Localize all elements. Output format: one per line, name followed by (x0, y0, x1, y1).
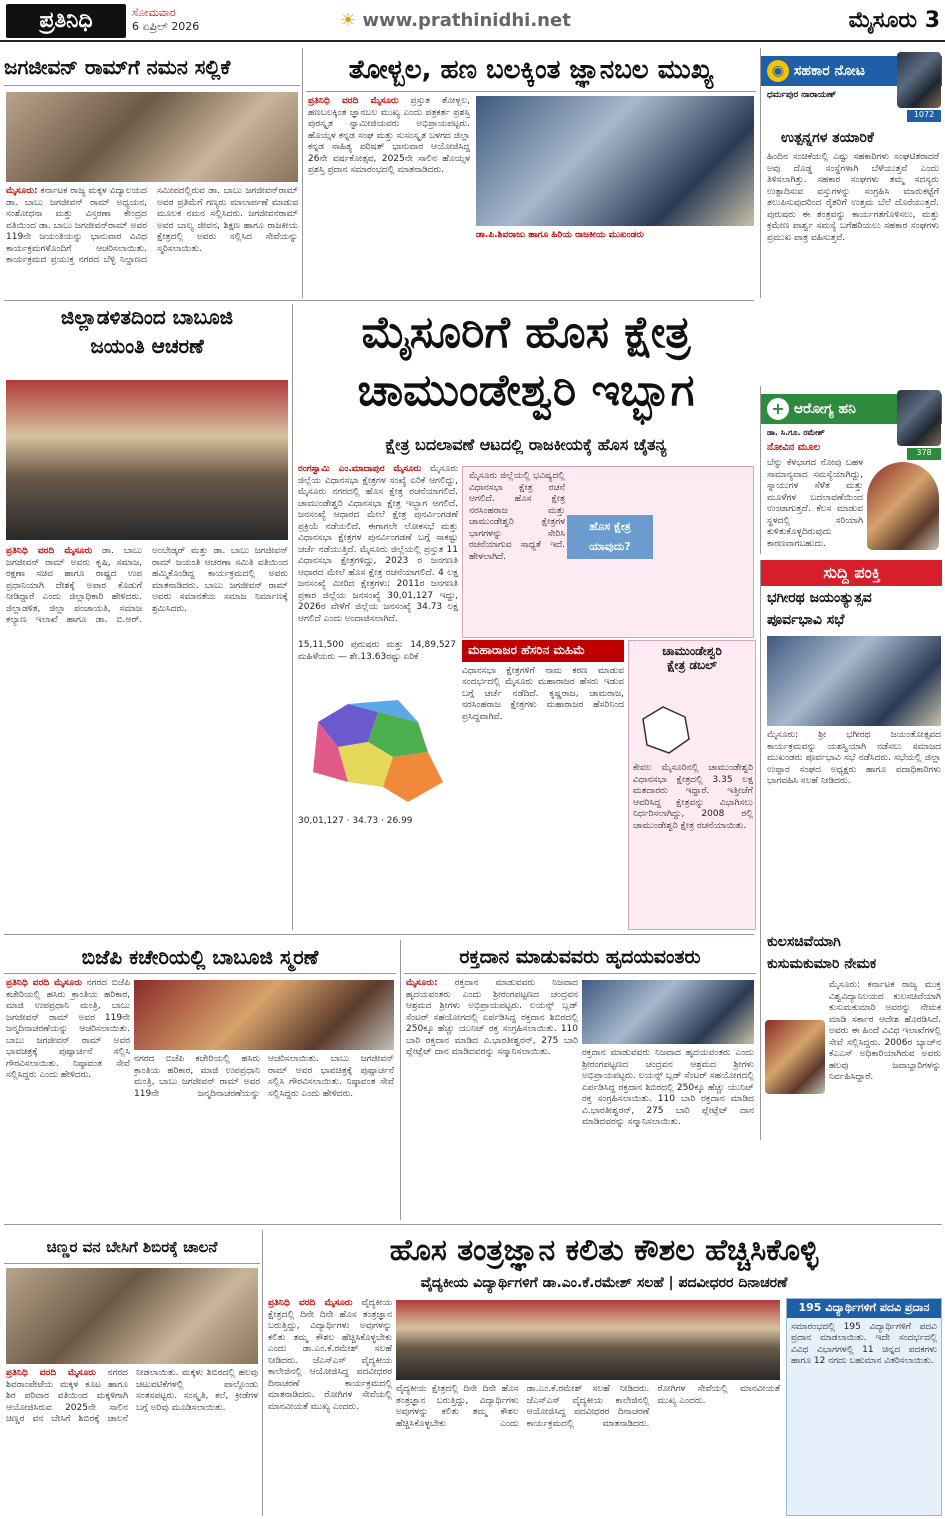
edition-city (810, 4, 940, 38)
website-url[interactable] (340, 8, 620, 34)
arogya-column (760, 386, 942, 554)
lead-headline-line1: ಮೈಸೂರಿಗೆ ಹೊಸ ಕ್ಷೇತ್ರ (361, 307, 691, 358)
story7-box (786, 1298, 942, 1516)
sahakara-author: ಧರ್ಮಪುರ ನಾರಾಯಣ್ (767, 90, 837, 100)
suddi-header: ಸುದ್ದಿ ಪಂಕ್ತಿ (761, 560, 942, 586)
issue-full-date: 6 ಏಪ್ರಿಲ್ 2026 (132, 20, 200, 33)
story2-headline: ತೋಳ್ಬಲ, ಹಣ ಬಲಕ್ಕಿಂತ ಜ್ಞಾನಬಲ ಮುಖ್ಯ (348, 55, 714, 85)
story1-headline: ಜಗಜೀವನ್ ರಾಮ್‌ಗೆ ನಮನ ಸಲ್ಲಿಕೆ (4, 55, 231, 79)
story3-body (6, 546, 288, 926)
story5-headline: ರಕ್ತದಾನ ಮಾಡುವವರು ಹೃದಯವಂತರು (459, 946, 701, 968)
sahakara-column (760, 48, 942, 298)
suddi-photo1 (767, 636, 941, 726)
story3-headline-line2: ಜಯಂತಿ ಆಚರಣೆ (90, 334, 204, 358)
maharaja-box (462, 640, 624, 930)
double-title (629, 641, 755, 677)
story2-headline-box (306, 48, 756, 92)
story1-body (6, 186, 298, 296)
eye-icon: ◉ (767, 60, 789, 82)
suddi-h4: ಕುಸುಮಕುಮಾರಿ ನೇಮಕ (767, 956, 877, 972)
story2-caption: ಡಾ.ಪಿ.ಶಿವರಾಜು ಹಾಗೂ ಹಿರಿಯ ರಾಜಕೀಯ ಮುಖಂಡರು (476, 230, 644, 240)
story5-body2: ರಕ್ತದಾನ ಮಾಡುವವರು ನಿಜವಾದ ಹೃದಯವಂತರು ಎಂದು ಶ್ರೀರಂಗಪಟ್ಟಣದ ಚಂದ್ರವನ ಆಶ್ರಮದ ಶ್ರೀಗಳು ಅಭಿಪ್ರಾಯಪಟ್ಟರು. ಲಯನ್ಸ್ ಬ್ಲಡ್ ಸೆಂಟರ್ ಸಹಯೋಗದಲ್ಲಿ ಏರ್ಪಡಿಸಿದ್ದ ರಕ್ತದಾನ ಶಿಬಿರದಲ್ಲಿ 250ಕ್ಕೂ ಹೆಚ್ಚು ಯುನಿಟ್ ರಕ್ತ ಸಂಗ್ರಹಿಸಲಾಯಿತು. 110 ಬಾರಿ ರಕ್ತದಾನ ಮಾಡಿದ ವಿ.ಭಾರತೀಶ್ವರನ್, 275 ಬಾರಿ ಪ್ಲೇಟ್ಲೆಟ್ ದಾನ ಮಾಡಿದವರನ್ನು ಸನ್ಮಾನಿಸಲಾಯಿತು. (582, 1048, 754, 1127)
issue-date (132, 6, 242, 36)
constituency-map (635, 699, 695, 759)
story7-headline-box (266, 1230, 942, 1272)
suddi-text2: ಮೈಸೂರು: ಕರ್ನಾಟಕ ರಾಜ್ಯ ಮುಕ್ತ ವಿಶ್ವವಿದ್ಯಾನಿಲಯದ ಕುಲಸಚಿವೆಯಾಗಿ ಕುಸುಮಕುಮಾರಿ ಅವರನ್ನು ನೇಮಕ ಮಾಡಿ ಸರ್ಕಾರ ಆದೇಶ ಹೊರಡಿಸಿದೆ. ಅವರು ಈ ಹಿಂದೆ ವಿವಿಧ ಇಲಾಖೆಗಳಲ್ಲಿ ಸೇವೆ ಸಲ್ಲಿಸಿದ್ದರು. 2006ರ ಬ್ಯಾಚ್‌ನ ಕೆಎಎಸ್ ಅಧಿಕಾರಿಯಾಗಿರುವ ಅವರು ಹಲವು ಜವಾಬ್ದಾರಿಗಳನ್ನು ನಿರ್ವಹಿಸಿದ್ದಾರೆ. (829, 980, 941, 1082)
story7-text: ವೈದ್ಯಕೀಯ ಕ್ಷೇತ್ರದಲ್ಲಿ ದಿನೇ ದಿನೇ ಹೊಸ ತಂತ್ರಜ್ಞಾನ ಬರುತ್ತಿದ್ದು, ವಿದ್ಯಾರ್ಥಿಗಳು ಅವುಗಳನ್ನು ಕಲಿತು ತಮ್ಮ ಕೌಶಲ ಹೆಚ್ಚಿಸಿಕೊಳ್ಳಬೇಕು ಎಂದು ಡಾ.ಎಂ.ಕೆ.ರಮೇಶ್ ಸಲಹೆ ನೀಡಿದರು. ಜೆಎಸ್‌ಎಸ್ ವೈದ್ಯಕೀಯ ಕಾಲೇಜಿನಲ್ಲಿ ಆಯೋಜಿಸಿದ್ದ ಪದವೀಧರರ ದಿನಾಚರಣೆ ಕಾರ್ಯಕ್ರಮದಲ್ಲಿ ಮಾತನಾಡಿದರು. ರೋಗಿಗಳ ಸೇವೆಯಲ್ಲಿ ಮಾನವೀಯತೆ ಮುಖ್ಯ ಎಂದರು. (268, 1298, 392, 1412)
masthead (0, 0, 945, 42)
page-number: 3 (924, 8, 940, 33)
arogya-issue: 378 (907, 448, 941, 460)
suddi-h3: ಕುಲಸಚಿವೆಯಾಗಿ (767, 934, 841, 950)
story7-headline: ಹೊಸ ತಂತ್ರಜ್ಞಾನ ಕಲಿತು ಕೌಶಲ ಹೆಚ್ಚಿಸಿಕೊಳ್ಳಿ (389, 1233, 819, 1268)
district-map (298, 692, 456, 812)
story3-text: ಡಾ. ಬಾಬು ಜಗಜೀವನ್ ರಾಮ್ ಅವರು ಕೃಷಿ, ಸಮಾಜ, ರಕ್ಷಣಾ ಸಚಿವ ಹಾಗೂ ರಾಷ್ಟ್ರದ ಉಪ ಪ್ರಧಾನಿಯಾಗಿ ದೇಶಕ್ಕೆ ಅಪಾರ ಕೊಡುಗೆ ನೀಡಿದ್ದಾರೆ ಎಂದು ಜಿಲ್ಲಾಧಿಕಾರಿ ಹೇಳಿದರು. ಜಿಲ್ಲಾಡಳಿತ, ಜಿಲ್ಲಾ ಪಂಚಾಯತಿ, ಸಮಾಜ ಕಲ್ಯಾಣ ಇಲಾಖೆ ಹಾಗೂ ಡಾ. ಬಿ.ಆರ್. ಅಂಬೇಡ್ಕರ್ ಮತ್ತು ಡಾ. ಬಾಬು ಜಗಜೀವನ್ ರಾಮ್ ಜಯಂತಿ ಆಚರಣಾ ಸಮಿತಿ ವತಿಯಿಂದ ಹಮ್ಮಿಕೊಂಡಿದ್ದ ಕಾರ್ಯಕ್ರಮದಲ್ಲಿ ಅವರು ಮಾತನಾಡಿದರು. ಬಾಬು ಜಗಜೀವನ್ ರಾಮ್ ಅವರು ಸಮಾನತೆಯ ಸಮಾಜ ನಿರ್ಮಾಣಕ್ಕೆ ಶ್ರಮಿಸಿದರು. (6, 546, 288, 625)
arogya-author: ಡಾ. ಸಿ.ಗೂ. ರಮೇಶ್ (767, 428, 825, 437)
story6-byline: ಪ್ರತಿನಿಧಿ ವರದಿ ಮೈಸೂರು (6, 1368, 96, 1378)
story7-body (268, 1298, 392, 1516)
lead-stat-total: 30,01,127 (298, 816, 344, 826)
story7-photo (396, 1300, 780, 1380)
story1-headline-box (4, 48, 300, 86)
sahakara-heading: ಉತ್ಪನ್ನಗಳ ತಯಾರಿಕೆ (781, 130, 874, 146)
story3-byline: ಪ್ರತಿನಿಧಿ ವರದಿ ಮೈಸೂರು (6, 546, 93, 556)
lead-stats: 15,11,500 ಪುರುಷರು ಮತ್ತು 14,89,527 ಮಹಿಳೆಯರು — ಶೇ.13.63ರಷ್ಟು ಏರಿಕೆ (298, 640, 456, 662)
story7-subhead-box: ವೈದ್ಯಕೀಯ ವಿದ್ಯಾರ್ಥಿಗಳಿಗೆ ಡಾ.ಎಂ.ಕೆ.ರಮೇಶ್ ಸಲಹೆ | ಪದವೀಧರರ ದಿನಾಚರಣೆ (420, 1275, 788, 1291)
suddi-column (760, 560, 942, 1140)
story5-byline: ಮೈಸೂರು: (406, 978, 438, 988)
story4-headline-box (4, 940, 396, 974)
arogya-title: ಆರೋಗ್ಯ ಹನಿ (793, 401, 856, 417)
story4-body2: ನಗರದ ಬಿಜೆಪಿ ಕಚೇರಿಯಲ್ಲಿ ಹಸಿರು ಕ್ರಾಂತಿಯ ಹರಿಕಾರ, ಮಾಜಿ ಉಪಪ್ರಧಾನಿ ಮಂತ್ರಿ, ಬಾಬು ಜಗಜೀವನ್ ರಾಮ್ ಅವರ 119ನೇ ಜನ್ಮದಿನಾಚರಣೆಯನ್ನು ಆಚರಿಸಲಾಯಿತು. ಬಾಬು ಜಗಜೀವನ್ ರಾಮ್ ಅವರ ಭಾವಚಿತ್ರಕ್ಕೆ ಪುಷ್ಪಾರ್ಚನೆ ಸಲ್ಲಿಸಿ ಗೌರವಿಸಲಾಯಿತು. ನಿಷ್ಠಾವಂತ ಸೇವೆ ಸಲ್ಲಿಸಿದ್ದರು ಎಂದು ಹೇಳಿದರು. (134, 1054, 394, 1099)
story2-caption-body (476, 230, 754, 296)
lead-headline-line2: ಚಾಮುಂಡೇಶ್ವರಿ ಇಬ್ಭಾಗ (357, 365, 695, 416)
website-url-text: www.prathinidhi.net (362, 10, 571, 31)
story4-photo (134, 980, 394, 1050)
suddi-h2: ಪೂರ್ವಭಾವಿ ಸಭೆ (767, 612, 845, 628)
arogya-author-photo (897, 390, 941, 446)
double-title-line1: ಚಾಮುಂಡೇಶ್ವರಿ (662, 644, 722, 658)
lead-stats-detail: 30,01,127 · 34.73 · 26.99 (298, 816, 413, 826)
arogya-text: ಬೆನ್ನು ಕೆಳಭಾಗದ ನೋವು ಬಹಳ ಸಾಮಾನ್ಯವಾದ ಸಮಸ್ಯೆಯಾಗಿದ್ದು, ಸ್ನಾಯುಗಳ ಸೆಳೆತ ಮತ್ತು ಮೂಳೆಗಳ ಬದಲಾವಣೆಯಿಂದ ಉಂಟಾಗುತ್ತದೆ. ಕೆಲಸ ಮಾಡುವ ಸ್ಥಳದಲ್ಲಿ ಸರಿಯಾಗಿ ಕುಳಿತುಕೊಳ್ಳದಿರುವುದು ಕಾರಣವಾಗಬಹುದು. (767, 458, 863, 549)
lead-newseat-title-line2: ಯಾವುದು? (589, 540, 631, 553)
newspaper-logo: ಪ್ರತಿನಿಧಿ (6, 4, 126, 38)
lead-map-section (298, 640, 456, 930)
story5-photo (582, 980, 754, 1044)
story2-byline: ಪ್ರತಿನಿಧಿ ವರದಿ ಮೈಸೂರು (308, 96, 399, 106)
suddi-text1: ಮೈಸೂರು: ಶ್ರೀ ಭಗೀರಥ ಜಯಂತೋತ್ಸವದ ಕಾರ್ಯಕ್ರಮವನ್ನು ಯಶಸ್ವಿಯಾಗಿ ನಡೆಸಲು ಸಮಾಜದ ಮುಖಂಡರು ಪೂರ್ವಭಾವಿ ಸಭೆ ನಡೆಸಿದರು. ಸಭೆಯಲ್ಲಿ ಜಿಲ್ಲಾ ಉಪ್ಪಾರ ಸಂಘದ ಅಧ್ಯಕ್ಷರು ಹಾಗೂ ಪದಾಧಿಕಾರಿಗಳು ಭಾಗವಹಿಸಿ ಸಲಹೆ ನೀಡಿದರು. (767, 730, 941, 786)
lead-stat-projection: 34.73 (352, 816, 379, 826)
story1-byline: ಮೈಸೂರು: (6, 186, 38, 196)
story7-body2: ವೈದ್ಯಕೀಯ ಕ್ಷೇತ್ರದಲ್ಲಿ ದಿನೇ ದಿನೇ ಹೊಸ ತಂತ್ರಜ್ಞಾನ ಬರುತ್ತಿದ್ದು, ವಿದ್ಯಾರ್ಥಿಗಳು ಅವುಗಳನ್ನು ಕಲಿತು ತಮ್ಮ ಕೌಶಲ ಹೆಚ್ಚಿಸಿಕೊಳ್ಳಬೇಕು ಎಂದು ಡಾ.ಎಂ.ಕೆ.ರಮೇಶ್ ಸಲಹೆ ನೀಡಿದರು. ಜೆಎಸ್‌ಎಸ್ ವೈದ್ಯಕೀಯ ಕಾಲೇಜಿನಲ್ಲಿ ಆಯೋಜಿಸಿದ್ದ ಪದವೀಧರರ ದಿನಾಚರಣೆ ಕಾರ್ಯಕ್ರಮದಲ್ಲಿ ಮಾತನಾಡಿದರು. ರೋಗಿಗಳ ಸೇವೆಯಲ್ಲಿ ಮಾನವೀಯತೆ ಮುಖ್ಯ ಎಂದರು. (396, 1384, 780, 1429)
double-title-line2: ಕ್ಷೇತ್ರ ಡಬಲ್ (667, 657, 717, 672)
double-text: ಕೇವಲ ಮೈಸೂರಿನಲ್ಲಿ ಚಾಮುಂಡೇಶ್ವರಿ ವಿಧಾನಸಭಾ ಕ್ಷೇತ್ರದಲ್ಲಿ 3.35 ಲಕ್ಷ ಮತದಾರರು ಇದ್ದಾರೆ. ಇತ್ತೀಚೆಗೆ ಆವರಿಸಿದ್ದ ಕ್ಷೇತ್ರವನ್ನು ವಿಭಾಗಿಸಲು ನಿರ್ಧರಿಸಲಾಗಿದ್ದು, 2008 ರಲ್ಲಿ ಚಾಮುಂಡೇಶ್ವರಿ ಕ್ಷೇತ್ರ ರಚನೆಯಾಯಿತು. (633, 763, 753, 831)
story6-headline: ಚಿಣ್ಣರ ವನ ಬೇಸಿಗೆ ಶಿಬಿರಕ್ಕೆ ಚಾಲನೆ (46, 1238, 218, 1256)
sahakara-text: ಹಿಂದಿನ ಸಂಚಿಕೆಯಲ್ಲಿ ಎಷ್ಟು ಸಹಕಾರಿಗಳು ಸಂಘಟಿತರಾದರೆ ಅವು ದೊಡ್ಡ ಸಂಸ್ಥೆಗಳಾಗಿ ಬೆಳೆಯುತ್ತವೆ ಎಂದು ತಿಳಿಸಲಾಗಿತ್ತು. ಸಹಕಾರ ಸಂಘಗಳು ತಮ್ಮ ಸದಸ್ಯರು ಉತ್ಪಾದಿಸುವ ವಸ್ತುಗಳನ್ನು ಸಂಗ್ರಹಿಸಿ ಮಾರುಕಟ್ಟೆಗೆ ತಲುಪಿಸುವುದರಿಂದ ರೈತರಿಗೆ ಉತ್ತಮ ಬೆಲೆ ದೊರೆಯುತ್ತದೆ. ಪುರುಷರು ಈ ತಂತ್ರವನ್ನು ಕಾರ್ಯಗತಗೊಳಿಸಲು, ಮತ್ತು ಕ್ರಮೇಣ ಪಾರ್ಶ್ವ ಸಮಸ್ಯೆ ಬಗೆಹರಿಯಲು ಸಹಕಾರ ಸಂಘಗಳು ಪ್ರಮುಖ ಪಾತ್ರ ವಹಿಸುತ್ತವೆ. (767, 152, 939, 243)
story5-text: ರಕ್ತದಾನ ಮಾಡುವವರು ನಿಜವಾದ ಹೃದಯವಂತರು ಎಂದು ಶ್ರೀರಂಗಪಟ್ಟಣದ ಚಂದ್ರವನ ಆಶ್ರಮದ ಶ್ರೀಗಳು ಅಭಿಪ್ರಾಯಪಟ್ಟರು. ಲಯನ್ಸ್ ಬ್ಲಡ್ ಸೆಂಟರ್ ಸಹಯೋಗದಲ್ಲಿ ಏರ್ಪಡಿಸಿದ್ದ ರಕ್ತದಾನ ಶಿಬಿರದಲ್ಲಿ 250ಕ್ಕೂ ಹೆಚ್ಚು ಯುನಿಟ್ ರಕ್ತ ಸಂಗ್ರಹಿಸಲಾಯಿತು. 110 ಬಾರಿ ರಕ್ತದಾನ ಮಾಡಿದ ವಿ.ಭಾರತೀಶ್ವರನ್, 275 ಬಾರಿ ಪ್ಲೇಟ್ಲೆಟ್ ದಾನ ಮಾಡಿದವರನ್ನು ಸನ್ಮಾನಿಸಲಾಯಿತು. (406, 978, 578, 1057)
lead-stat-voters: 26.99 (386, 816, 413, 826)
story5-body (406, 978, 578, 1218)
lead-byline: ರಂಗಸ್ವಾಮಿ ಎಂ.ಮಾದಾಪುರ ಮೈಸೂರು (298, 464, 422, 474)
story4-byline: ಪ್ರತಿನಿಧಿ ವರದಿ ಮೈಸೂರು (6, 978, 82, 988)
lead-text: ಮೈಸೂರು ಜಿಲ್ಲೆಯ ವಿಧಾನಸಭಾ ಕ್ಷೇತ್ರಗಳ ಸಂಖ್ಯೆ ಏರಿಕೆ ಆಗಲಿದ್ದು, ಮೈಸೂರು ನಗರದಲ್ಲಿ ಹೊಸ ಕ್ಷೇತ್ರ ರಚನೆಯಾಗಲಿದೆ. ಚಾಮುಂಡೇಶ್ವರಿ ವಿಧಾನಸಭಾ ಕ್ಷೇತ್ರ ಇಬ್ಭಾಗ ಆಗಲಿದೆ. ಜನಸಂಖ್ಯೆ ಆಧಾರದ ಮೇಲೆ ಕ್ಷೇತ್ರ ಪುನರ್ವಿಂಗಡಣೆ ಪ್ರಕ್ರಿಯೆ ನಡೆಯಲಿದೆ. ಈಗಾಗಲೇ ಲೋಕಸಭೆ ಮತ್ತು ವಿಧಾನಸಭಾ ಕ್ಷೇತ್ರಗಳ ಪುನರ್ವಿಂಗಡಣೆ ಬಗ್ಗೆ ಸಾಕಷ್ಟು ಚರ್ಚೆ ನಡೆಯುತ್ತಿದೆ. ಮೈಸೂರು ಜಿಲ್ಲೆಯಲ್ಲಿ ಪ್ರಸ್ತುತ 11 ವಿಧಾನಸಭಾ ಕ್ಷೇತ್ರಗಳಿದ್ದು, 2023 ರ ಜನಗಣತಿ ಆಧಾರದ ಮೇಲೆ ಹೊಸ ಕ್ಷೇತ್ರ ರಚನೆಯಾಗಲಿದೆ. 4 ಲಕ್ಷ ಜನಸಂಖ್ಯೆ ಮೀರಿದ ಕ್ಷೇತ್ರಗಳು: 2011ರ ಜನಗಣತಿ ಪ್ರಕಾರ ಜಿಲ್ಲೆಯ ಜನಸಂಖ್ಯೆ 30,01,127 ಇದ್ದು, 2026ರ ವೇಳೆಗೆ ಜಿಲ್ಲೆಯ ಜನಸಂಖ್ಯೆ 34.73 ಲಕ್ಷ ಆಗಲಿದೆ ಎಂದು ಅಂದಾಜಿಸಲಾಗಿದೆ. (298, 464, 458, 624)
story2-text: ಪ್ರಸ್ತುತ ತೋಳ್ಬಲ, ಹಣಬಲಕ್ಕಿಂತ ಜ್ಞಾನಬಲ ಮುಖ್ಯ ಎಂದು ಪತ್ರಕರ್ತ ಪ್ರಶಸ್ತಿ ಪುರಸ್ಕೃತ ಸ್ವಾಮೀಜಿಯವರು ಅಭಿಪ್ರಾಯಪಟ್ಟರು. ಹೊಯ್ಸಳ ಕನ್ನಡ ಸಂಘ ಮತ್ತು ಸುಸಂಸ್ಕೃತ ಬಳಗದ ಜಿಲ್ಲಾ ಕನ್ನಡ ಸಾಹಿತ್ಯ ಪರಿಷತ್ ಭಾನುವಾರ ಆಯೋಜಿಸಿದ್ದ 26ನೇ ವರ್ಷಕೋತ್ಸವ, 2025ನೇ ಸಾಲಿನ ಹೊಯ್ಸಳ ಪ್ರಶಸ್ತಿ ಪ್ರದಾನ ಸಮಾರಂಭದಲ್ಲಿ ಮಾತನಾಡಿದರು. (308, 96, 470, 175)
arogya-heading: ನೋವಿನ ಮೂಲ (767, 442, 821, 453)
story3-photo (6, 380, 288, 540)
maharaja-text: ವಿಧಾನಸಭಾ ಕ್ಷೇತ್ರಗಳಿಗೆ ನಾಮ ಕರಣ ಮಾಡುವ ಸಂದರ್ಭದಲ್ಲಿ ಮೈಸೂರು ಮಹಾರಾಜರ ಹೆಸರು ಇಡುವ ಬಗ್ಗೆ ಚರ್ಚೆ ನಡೆದಿದೆ. ಕೃಷ್ಣರಾಜ, ಚಾಮರಾಜ, ನರಸಿಂಹರಾಜ ಕ್ಷೇತ್ರಗಳು ಮಹಾರಾಜರ ಹೆಸರಿನಿಂದ ಪ್ರಸಿದ್ಧವಾಗಿವೆ. (462, 665, 624, 722)
story2-body (308, 96, 470, 296)
lead-body-col1 (298, 464, 458, 634)
story4-headline: ಬಿಜೆಪಿ ಕಚೇರಿಯಲ್ಲಿ ಬಾಬೂಜಿ ಸ್ಮರಣೆ (81, 945, 319, 969)
maharaja-title: ಮಹಾರಾಜರ ಹೆಸರಿನ ಮಹಿಮೆ (462, 640, 624, 662)
lead-newseat-text: ಮೈಸೂರು ಜಿಲ್ಲೆಯಲ್ಲಿ ಭವಿಷ್ಯದಲ್ಲಿ ವಿಧಾನಸಭಾ ಕ್ಷೇತ್ರ ರಚನೆ ಆಗಲಿದೆ. ಹೊಸ ಕ್ಷೇತ್ರ ನರಸಿಂಹರಾಜ ಮತ್ತು ಚಾಮುಂಡೇಶ್ವರಿ ಕ್ಷೇತ್ರಗಳ ಭಾಗಗಳನ್ನು ಸೇರಿಸಿ ರಚನೆಯಾಗುವ ಸಾಧ್ಯತೆ ಇದೆ. ಹೇಳಲಾಗಿದೆ. (469, 471, 565, 562)
lead-newseat-box (462, 466, 754, 638)
sahakara-title: ಸಹಕಾರ ನೋಟ (793, 63, 865, 79)
story7-box-title: 195 ವಿದ್ಯಾರ್ಥಿಗಳಿಗೆ ಪದವಿ ಪ್ರದಾನ (787, 1299, 941, 1318)
double-box (628, 640, 756, 930)
story3-headline-box (4, 306, 290, 376)
lead-headline-box (296, 304, 756, 430)
arogya-illustration (867, 462, 939, 550)
sahakara-issue: 1072 (907, 110, 941, 122)
story7-subhead: ವೈದ್ಯಕೀಯ ವಿದ್ಯಾರ್ಥಿಗಳಿಗೆ ಡಾ.ಎಂ.ಕೆ.ರಮೇಶ್ ಸಲಹೆ (420, 1275, 664, 1291)
story6-body (6, 1368, 258, 1516)
edition-city-name: ಮೈಸೂರು (848, 8, 918, 33)
lead-newseat-title (567, 515, 653, 559)
story1-text: ಕರ್ನಾಟಕ ರಾಜ್ಯ ಮಕ್ಕಳ ವಿದ್ಯಾಲಯದ ಡಾ. ಬಾಬು ಜಗಜೀವನ್ ರಾಮ್ ಅಧ್ಯಯನ, ಸಂಶೋಧನಾ ಮತ್ತು ವಿಸ್ತರಣಾ ಕೇಂದ್ರದ ವತಿಯಿಂದ ಡಾ. ಬಾಬು ಜಗಜೀವನ್‌ರಾಮ್ ಅವರ 119ನೇ ಜಯಂತಿಯನ್ನು ಭಾನುವಾರ ವಿವಿಧ ಕಾರ್ಯಕ್ರಮಗಳೊಂದಿಗೆ ಆಚರಿಸಲಾಯಿತು. ಕಾರ್ಯಕ್ರಮದ ಪ್ರಯುಕ್ತ ನಗರದ ಬೆಳ್ಳಿ ನಿಲ್ದಾಣದ ಸಮೀಪದಲ್ಲಿರುವ ಡಾ. ಬಾಬು ಜಗಜೀವನ್‌ರಾಮ್ ಅವರ ಪ್ರತಿಮೆಗೆ ಗಣ್ಯರು ಮಾಲಾರ್ಪಣೆ ಮಾಡುವ ಮೂಲಕ ನಮನ ಸಲ್ಲಿಸಿದರು. ಜಗಜೀವನರಾಮ್ ಅವರ ಬಾಲ್ಯ ಜೀವನ, ಶಿಕ್ಷಣ ಹಾಗೂ ರಾಜಕೀಯ ಕ್ಷೇತ್ರದಲ್ಲಿ ಅವರು ಸಲ್ಲಿಸಿದ ಸೇವೆಯನ್ನು ಸ್ಮರಿಸಲಾಯಿತು. (6, 186, 298, 265)
lead-subhead: ಕ್ಷೇತ್ರ ಬದಲಾವಣೆ ಆಟದಲ್ಲಿ ರಾಜಕೀಯಕ್ಕೆ ಹೊಸ ಚೈತನ್ಯ (385, 435, 667, 454)
story6-photo (6, 1268, 258, 1364)
suddi-h1: ಭಗೀರಥ ಜಯಂತ್ಯುತ್ಸವ (767, 590, 872, 606)
story6-headline-box (4, 1230, 260, 1264)
story3-headline-line1: ಜಿಲ್ಲಾಡಳಿತದಿಂದ ಬಾಬೂಜಿ (60, 306, 234, 329)
story2-photo (476, 96, 754, 226)
story7-byline: ಪ್ರತಿನಿಧಿ ವರದಿ ಮೈಸೂರು (268, 1298, 353, 1308)
sun-icon: ☀ (340, 10, 363, 31)
lead-newseat-title-line1: ಹೊಸ ಕ್ಷೇತ್ರ (589, 520, 631, 533)
issue-day: ಸೋಮವಾರ (132, 6, 176, 19)
story5-headline-box (404, 940, 756, 974)
story4-body (6, 978, 130, 1218)
story1-photo (6, 92, 298, 182)
plus-icon: + (767, 398, 789, 420)
story7-box-text: ಸಮಾರಂಭದಲ್ಲಿ 195 ವಿದ್ಯಾರ್ಥಿಗಳಿಗೆ ಪದವಿ ಪ್ರದಾನ ಮಾಡಲಾಯಿತು. ಇದೇ ಸಂದರ್ಭದಲ್ಲಿ ವಿವಿಧ ವಿಭಾಗಗಳಲ್ಲಿ 11 ಚಿನ್ನದ ಪದಕಗಳು ಹಾಗೂ 12 ನಗದು ಬಹುಮಾನ ವಿತರಿಸಲಾಯಿತು. (791, 1321, 937, 1367)
story7-subhead2: ಪದವೀಧರರ ದಿನಾಚರಣೆ (678, 1275, 788, 1291)
story4-text: ನಗರದ ಬಿಜೆಪಿ ಕಚೇರಿಯಲ್ಲಿ ಹಸಿರು ಕ್ರಾಂತಿಯ ಹರಿಕಾರ, ಮಾಜಿ ಉಪಪ್ರಧಾನಿ ಮಂತ್ರಿ, ಬಾಬು ಜಗಜೀವನ್ ರಾಮ್ ಅವರ 119ನೇ ಜನ್ಮದಿನಾಚರಣೆಯನ್ನು ಆಚರಿಸಲಾಯಿತು. ಬಾಬು ಜಗಜೀವನ್ ರಾಮ್ ಅವರ ಭಾವಚಿತ್ರಕ್ಕೆ ಪುಷ್ಪಾರ್ಚನೆ ಸಲ್ಲಿಸಿ ಗೌರವಿಸಲಾಯಿತು. ನಿಷ್ಠಾವಂತ ಸೇವೆ ಸಲ್ಲಿಸಿದ್ದರು ಎಂದು ಹೇಳಿದರು. (6, 978, 130, 1080)
story6-text: ನಗರದ ಶಿವರಾಂಪೇಟೆಯ ಮಕ್ಕಳ ಕೂಟ ಹಾಗೂ ಶಿರ ಪರಿವಾರ ವತಿಯಿಂದ ಮಕ್ಕಳಿಗಾಗಿ ಆಯೋಜಿಸಿರುವ 2025ನೇ ಸಾಲಿನ ಚಿಣ್ಣರ ವನ ಬೇಸಿಗೆ ಶಿಬಿರಕ್ಕೆ ಚಾಲನೆ ನೀಡಲಾಯಿತು. ಮಕ್ಕಳು ಶಿಬಿರದಲ್ಲಿ ಹಲವು ಚಟುವಟಿಕೆಗಳಲ್ಲಿ ಪಾಲ್ಗೊಂಡು ಸಂತಸಪಟ್ಟರು. ಸಂಸ್ಕೃತಿ, ಕಲೆ, ಕ್ರೀಡೆಗಳ ಬಗ್ಗೆ ಅರಿವು ಮೂಡಿಸಲಾಯಿತು. (6, 1368, 258, 1424)
